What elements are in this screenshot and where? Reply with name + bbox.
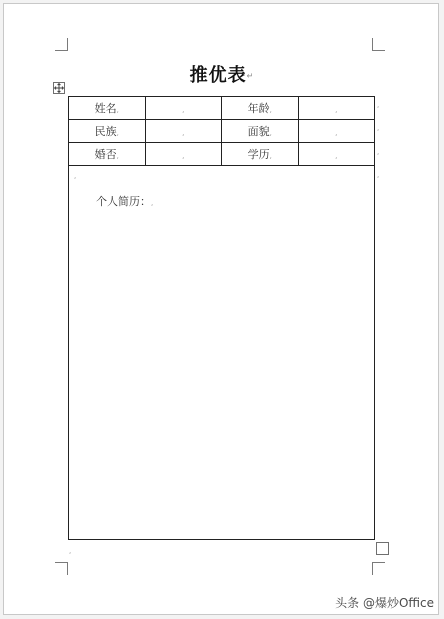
cell-mark: , [74, 172, 77, 180]
row-end-mark: , [377, 101, 380, 109]
crop-mark-bottom-left [55, 562, 68, 575]
crop-mark-top-left [55, 38, 68, 51]
table-label-cell[interactable] [69, 143, 146, 166]
document-title-text: 推优表 [189, 65, 247, 86]
row-end-mark: , [377, 171, 380, 179]
resume-label [96, 193, 153, 209]
table-value-cell[interactable] [298, 120, 375, 143]
crop-mark-top-right [372, 38, 385, 51]
paragraph-end-mark: , [69, 547, 72, 555]
table-resize-handle-icon[interactable] [376, 542, 389, 555]
table-value-cell[interactable] [145, 143, 222, 166]
table-value-cell[interactable] [145, 120, 222, 143]
row-end-mark: , [377, 148, 380, 156]
cell-text: 学历 [247, 148, 270, 161]
table-label-cell[interactable] [69, 97, 146, 120]
table-value-cell[interactable] [298, 97, 375, 120]
resume-cell[interactable] [68, 166, 375, 540]
cell-mark: , [182, 128, 185, 137]
table-value-cell[interactable] [145, 97, 222, 120]
paragraph-mark: ↵ [246, 71, 255, 81]
resume-label-text: 个人简历： [96, 195, 151, 208]
crop-mark-bottom-right [372, 562, 385, 575]
cell-text: 面貌 [247, 125, 270, 138]
table-row [69, 97, 375, 120]
cell-mark: , [335, 151, 338, 160]
watermark: 头条 @爆炒Office [335, 596, 434, 610]
cell-text: 姓名 [94, 102, 117, 115]
table-label-cell[interactable] [222, 97, 299, 120]
cell-mark: , [116, 106, 119, 114]
cell-mark: , [151, 199, 154, 207]
cell-mark: , [116, 129, 119, 137]
cell-mark: , [182, 105, 185, 114]
document-title[interactable] [0, 61, 444, 87]
cell-mark: , [335, 105, 338, 114]
table-value-cell[interactable] [298, 143, 375, 166]
table-move-handle-icon[interactable] [53, 82, 65, 94]
cell-mark: , [269, 106, 272, 114]
table-row [69, 120, 375, 143]
row-end-mark: , [377, 124, 380, 132]
cell-mark: , [335, 128, 338, 137]
info-table [68, 96, 375, 166]
cell-text: 婚否 [94, 148, 117, 161]
table-label-cell[interactable] [222, 120, 299, 143]
cell-mark: , [269, 152, 272, 160]
cell-mark: , [182, 151, 185, 160]
table-row [69, 143, 375, 166]
table-label-cell[interactable] [69, 120, 146, 143]
cell-text: 年龄 [247, 102, 270, 115]
cell-mark: , [116, 152, 119, 160]
cell-mark: , [269, 129, 272, 137]
cell-text: 民族 [94, 125, 117, 138]
table-label-cell[interactable] [222, 143, 299, 166]
